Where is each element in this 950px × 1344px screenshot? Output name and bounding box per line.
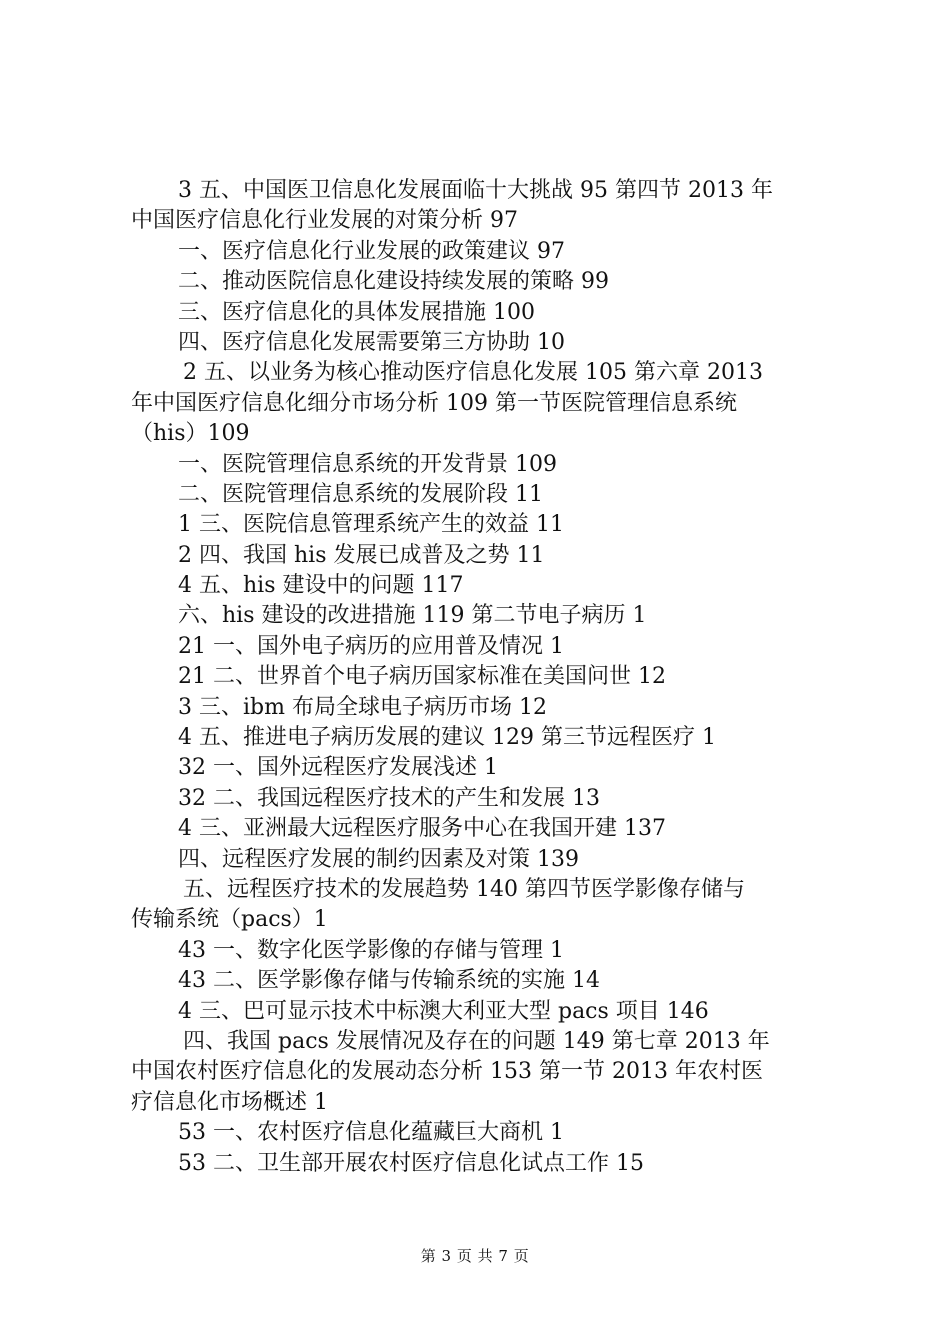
text-line: 二、医院管理信息系统的发展阶段 11	[178, 481, 543, 507]
text-line: 中国医疗信息化行业发展的对策分析 97	[131, 208, 518, 234]
text-line: 疗信息化市场概述 1	[131, 1089, 328, 1115]
page-footer: 第 3 页 共 7 页	[420, 1247, 530, 1265]
text-line: 四、远程医疗发展的制约因素及对策 139	[178, 846, 579, 872]
text-line: （his）109	[131, 421, 250, 447]
text-line: 4 五、推进电子病历发展的建议 129 第三节远程医疗 1	[178, 725, 716, 751]
text-line: 四、医疗信息化发展需要第三方协助 10	[178, 329, 565, 355]
text-line: 2 四、我国 his 发展已成普及之势 11	[178, 542, 545, 568]
text-line: 21 二、世界首个电子病历国家标准在美国问世 12	[178, 664, 666, 690]
text-line: 传输系统（pacs）1	[131, 907, 328, 933]
text-line: 五、远程医疗技术的发展趋势 140 第四节医学影像存储与	[183, 876, 745, 902]
text-line: 53 一、农村医疗信息化蕴藏巨大商机 1	[178, 1120, 564, 1146]
text-line: 53 二、卫生部开展农村医疗信息化试点工作 15	[178, 1150, 644, 1176]
text-line: 一、医疗信息化行业发展的政策建议 97	[178, 238, 565, 264]
text-line: 4 三、亚洲最大远程医疗服务中心在我国开建 137	[178, 816, 666, 842]
text-line: 43 二、医学影像存储与传输系统的实施 14	[178, 968, 600, 994]
text-line: 二、推动医院信息化建设持续发展的策略 99	[178, 269, 609, 295]
text-line: 2 五、以业务为核心推动医疗信息化发展 105 第六章 2013	[183, 360, 763, 386]
text-line: 年中国医疗信息化细分市场分析 109 第一节医院管理信息系统	[131, 390, 737, 416]
text-line: 43 一、数字化医学影像的存储与管理 1	[178, 937, 564, 963]
text-line: 1 三、医院信息管理系统产生的效益 11	[178, 512, 564, 538]
text-line: 32 二、我国远程医疗技术的产生和发展 13	[178, 785, 600, 811]
text-line: 四、我国 pacs 发展情况及存在的问题 149 第七章 2013 年	[183, 1028, 770, 1054]
document-body	[131, 176, 836, 1179]
text-line: 一、医院管理信息系统的开发背景 109	[178, 451, 557, 477]
text-line: 3 三、ibm 布局全球电子病历市场 12	[178, 694, 547, 720]
text-line: 三、医疗信息化的具体发展措施 100	[178, 299, 535, 325]
text-line: 中国农村医疗信息化的发展动态分析 153 第一节 2013 年农村医	[131, 1059, 763, 1085]
text-line: 32 一、国外远程医疗发展浅述 1	[178, 755, 498, 781]
text-line: 3 五、中国医卫信息化发展面临十大挑战 95 第四节 2013 年	[178, 178, 773, 203]
text-line: 4 五、his 建设中的问题 117	[178, 573, 464, 599]
text-line: 六、his 建设的改进措施 119 第二节电子病历 1	[178, 603, 647, 629]
text-line: 21 一、国外电子病历的应用普及情况 1	[178, 633, 564, 659]
text-line: 4 三、巴可显示技术中标澳大利亚大型 pacs 项目 146	[178, 998, 709, 1024]
